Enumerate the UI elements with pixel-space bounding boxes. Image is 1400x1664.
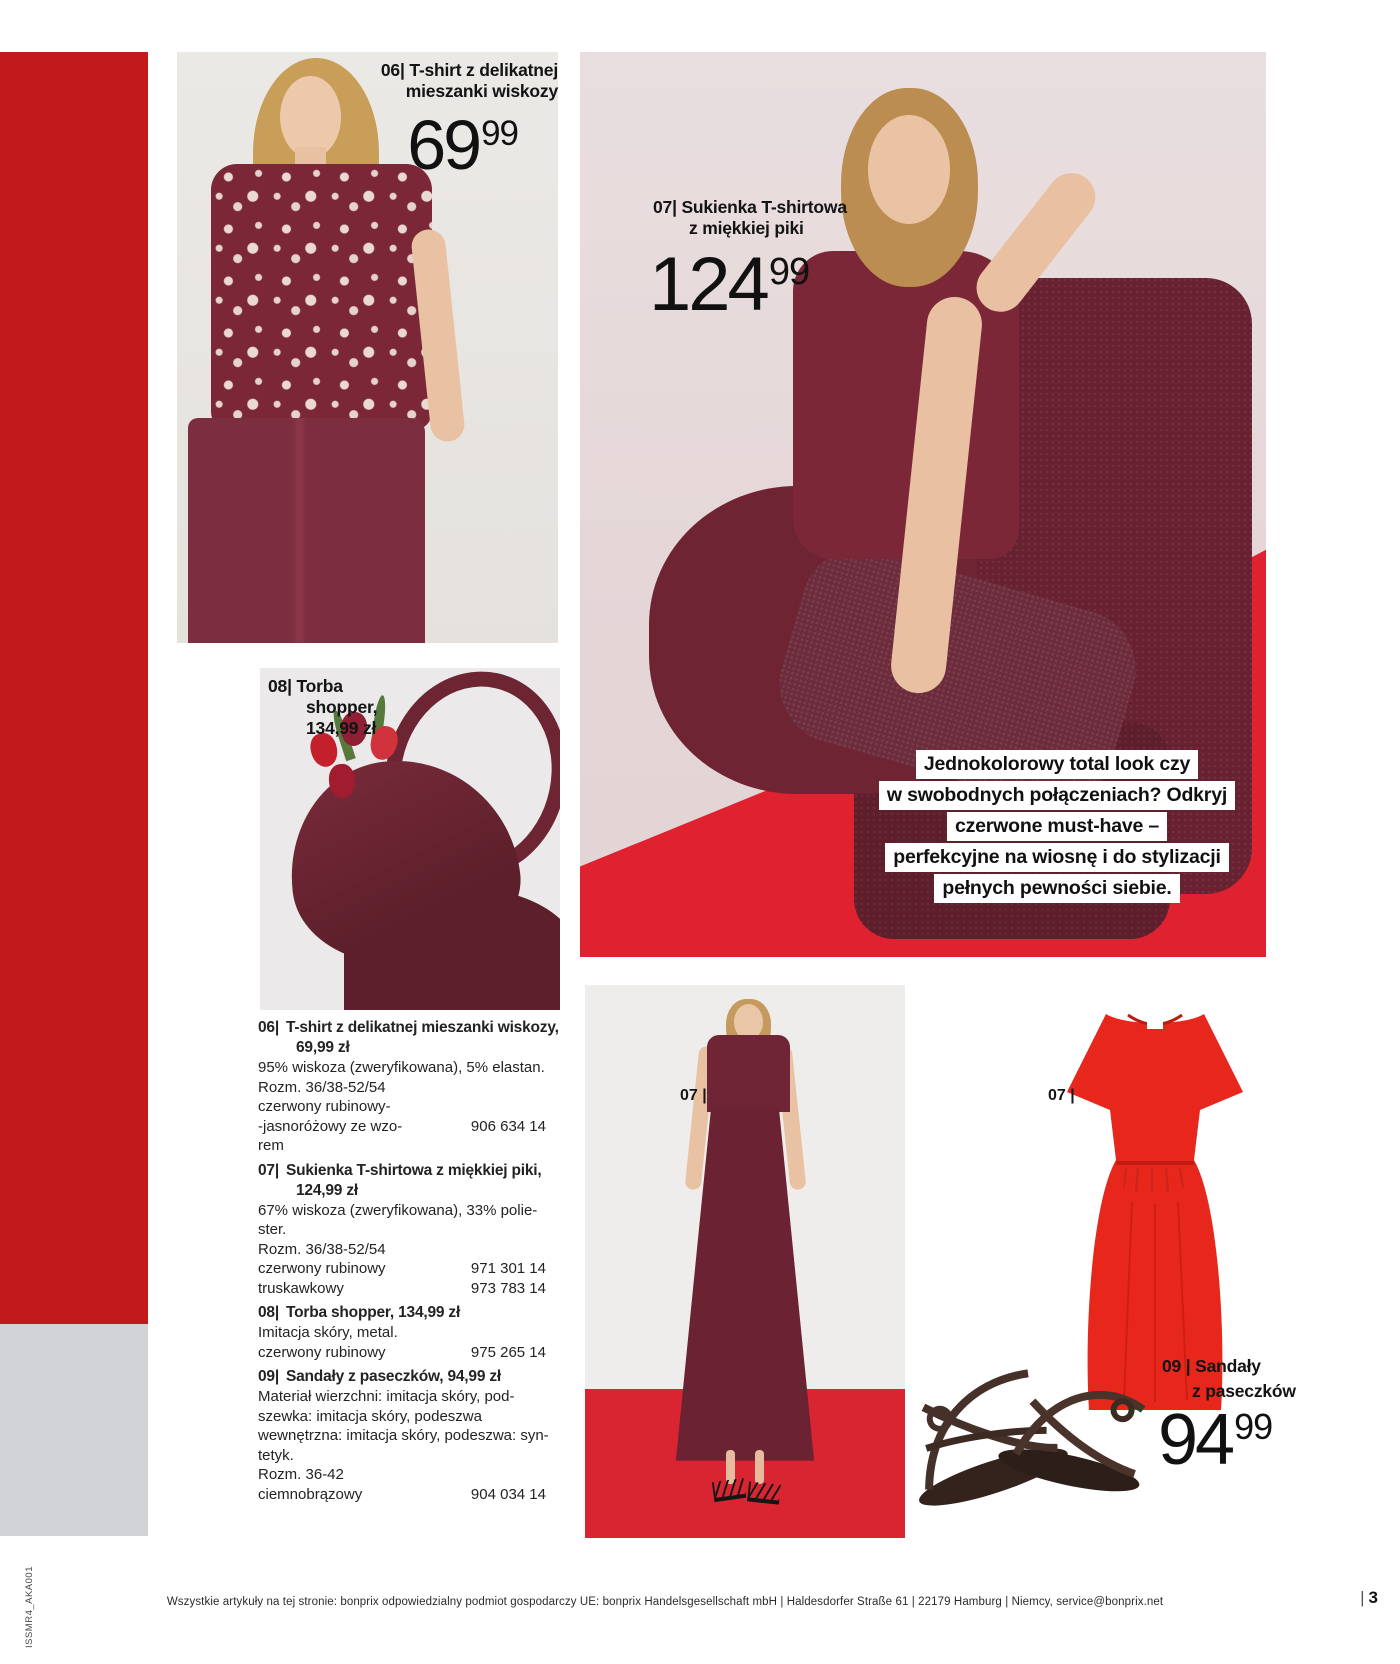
quote-line: perfekcyjne na wiosnę i do stylizacji <box>885 843 1228 872</box>
product-08-label-line1: 08| Torba <box>268 676 343 696</box>
dress-bodice <box>707 1035 790 1112</box>
detail-09-color-code: ciemnobrązowy 904 034 14 <box>258 1485 546 1503</box>
detail-09-title: 09| Sandały z paseczków, 94,99 zł <box>258 1368 502 1385</box>
detail-06-material: 95% wiskoza (zweryfikowana), 5% elastan. <box>258 1059 545 1076</box>
product-07-price: $124^{99}$ <box>649 242 810 327</box>
product-08-label-line2: shopper, <box>306 697 378 717</box>
detail-08-material: Imitacja skóry, metal. <box>258 1324 398 1341</box>
detail-06-color-code: -jasnoróżowy ze wzo- 906 634 14 <box>258 1117 546 1135</box>
editorial-quote <box>862 750 1252 905</box>
callout-product-07 <box>649 197 913 327</box>
product-08-label-price: 134,99 zł <box>306 718 377 738</box>
product-09-number: 09 | <box>1162 1356 1191 1376</box>
detail-07-material-cont: ster. <box>258 1221 287 1238</box>
page-number: | 3 <box>1360 1588 1378 1607</box>
article-number: 904 034 14 <box>470 1485 546 1503</box>
print-side-code: ISSMR4_AKA001 <box>24 1566 35 1649</box>
product-08-number: 08| <box>268 676 292 696</box>
quote-line: Jednokolorowy total look czy <box>916 750 1198 779</box>
product-09-price: $94^{99}$ <box>1158 1400 1273 1480</box>
model-ankle <box>755 1450 764 1484</box>
product-sandals-image <box>900 1322 1155 1537</box>
detail-09-material-2: szewka: imitacja skóry, podeszwa <box>258 1407 482 1425</box>
detail-09-material: Materiał wierzchni: imitacja skóry, pod- <box>258 1388 515 1405</box>
detail-08-title: 08| Torba shopper, 134,99 zł <box>258 1304 461 1321</box>
detail-06-color-cont: rem <box>258 1137 284 1154</box>
product-07-label-line1: 07| Sukienka T-shirtowa <box>653 197 847 217</box>
sandals-illustration <box>900 1322 1155 1537</box>
detail-07-title: 07| Sukienka T-shirtowa z miękkiej piki, 124,99 zł <box>258 1161 542 1199</box>
article-number: 971 301 14 <box>470 1260 546 1277</box>
detail-08-color-code: czerwony rubinowy 975 265 14 <box>258 1343 546 1361</box>
article-number: 906 634 14 <box>470 1117 546 1135</box>
product-09-label-line1: 09 | Sandały <box>1162 1356 1261 1376</box>
product-details-column <box>258 1018 560 1504</box>
callout-product-06 <box>330 60 558 184</box>
product-06-label-line2: mieszanki wiskozy <box>405 81 558 101</box>
callout-product-08 <box>268 676 468 739</box>
article-number: 975 265 14 <box>470 1343 546 1361</box>
red-accent-strip <box>0 52 148 1324</box>
detail-07-color-code: czerwony rubinowy 971 301 14 <box>258 1260 546 1277</box>
detail-06-sizes: Rozm. 36/38-52/54 <box>258 1078 386 1096</box>
product-06-price: $69^{99}$ <box>407 106 518 184</box>
burgundy-trousers <box>188 418 424 643</box>
floral-tshirt <box>211 164 432 430</box>
detail-09-material-4: tetyk. <box>258 1446 294 1464</box>
article-number: 973 783 14 <box>470 1279 546 1297</box>
product-09-label-line2: z paseczków <box>1192 1381 1296 1401</box>
black-strappy-sandal <box>747 1481 781 1504</box>
quote-line: w swobodnych połączeniach? Odkryj <box>879 781 1235 810</box>
detail-09-material-3: wewnętrzna: imitacja skóry, podeszwa: syn- <box>258 1427 549 1444</box>
dress-neck-label <box>1147 1019 1163 1029</box>
product-06-label-line1: 06| T-shirt z delikatnej <box>380 60 558 80</box>
quote-line: pełnych pewności siebie. <box>934 874 1179 903</box>
detail-07-material: 67% wiskoza (zweryfikowana), 33% polie- <box>258 1201 538 1219</box>
product-06-number: 06| <box>380 60 405 80</box>
detail-07-sizes: Rozm. 36/38-52/54 <box>258 1240 386 1258</box>
product-07-label-line2: z miękkiej piki <box>689 218 804 238</box>
quote-line: czerwone must-have – <box>947 812 1167 841</box>
detail-06-color: czerwony rubinowy- <box>258 1098 391 1115</box>
gray-accent-block <box>0 1324 148 1536</box>
photo-long-dress-model <box>585 985 905 1538</box>
detail-07-color-code-2: truskawkowy 973 783 14 <box>258 1279 546 1297</box>
detail-09-sizes: Rozm. 36-42 <box>258 1466 344 1483</box>
legal-footer: Wszystkie artykuły na tej stronie: bonprix odpowiedzialny podmiot gospodarczy UE: bonprix Handelsgesellschaft mbH | Haldesdorfer Straße 61 | 22179 Hamburg | Niemcy, service@bonprix.net <box>166 1596 1164 1608</box>
tag-product-07-left: 07 | <box>680 1087 707 1104</box>
tag-product-07-right: 07 | <box>1048 1087 1075 1104</box>
detail-06-title: 06| T-shirt z delikatnej mieszanki wiskozy, 69,99 zł <box>258 1019 559 1056</box>
product-07-number: 07| <box>653 197 677 217</box>
